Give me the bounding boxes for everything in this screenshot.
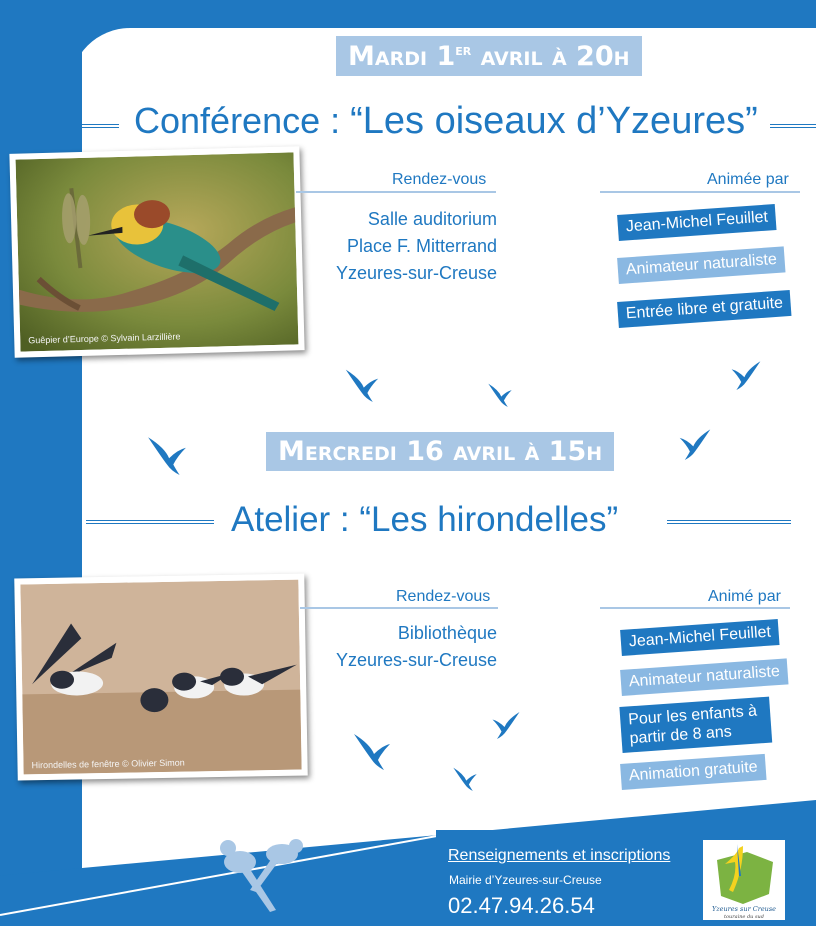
event2-rdv-rule (300, 607, 498, 609)
event2-title (231, 500, 618, 540)
left-blue-strip (0, 0, 82, 926)
info-subtitle: Mairie d’Yzeures-sur-Creuse (449, 873, 602, 887)
house-martin-photo (14, 573, 307, 780)
title2-rule-left (86, 520, 214, 524)
event1-date-main: Mardi 1 (348, 41, 456, 72)
swallow-icon (344, 364, 380, 404)
event1-address (327, 206, 497, 287)
event2-host-label: Animé par (708, 588, 781, 605)
event2-tag-role: Animateur naturaliste (620, 658, 789, 696)
logo-icon (703, 840, 785, 920)
event1-title-quoted: “Les oiseaux d’Yzeures” (350, 100, 758, 142)
logo-text-top: Yzeures sur Creuse (711, 905, 777, 913)
swallow-icon (487, 376, 513, 412)
event2-tag-host: Jean-Michel Feuillet (620, 619, 780, 656)
bee-eater-caption: Guêpier d’Europe © Sylvain Larzillière (28, 331, 181, 346)
title2-rule-right (667, 520, 791, 524)
event2-title-quoted: “Les hirondelles” (359, 500, 619, 539)
event1-host-rule (600, 191, 800, 193)
house-martin-caption: Hirondelles de fenêtre © Olivier Simon (31, 757, 185, 771)
event2-address-line-1: Bibliothèque (397, 623, 497, 643)
event1-address-line-2: Place F. Mitterrand (346, 236, 497, 256)
event1-title (134, 100, 758, 143)
event1-tag-role: Animateur naturaliste (617, 246, 786, 284)
swallow-icon (352, 722, 392, 778)
event1-address-line-1: Salle auditorium (367, 209, 497, 229)
logo-text-bottom: touraine du sud (724, 914, 764, 920)
swallow-icon (491, 707, 521, 741)
swallow-icon (730, 353, 762, 395)
event2-title-prefix: Atelier : (231, 500, 360, 539)
logo-graphic (703, 840, 785, 920)
bee-eater-photo (9, 146, 304, 358)
event1-date-rest: avril à 20h (471, 41, 630, 72)
event1-title-prefix: Conférence : (134, 100, 351, 141)
event1-address-line-3: Yzeures-sur-Creuse (335, 263, 497, 283)
house-martin-image (20, 580, 301, 775)
event1-rdv-label: Rendez-vous (392, 171, 487, 188)
event1-tag-price: Entrée libre et gratuite (617, 290, 792, 328)
info-title: Renseignements et inscriptions (448, 847, 671, 864)
event1-host-label: Animée par (707, 171, 789, 188)
event1-rdv-rule (296, 191, 496, 193)
event2-host-rule (600, 607, 790, 609)
event2-date: Mercredi 16 avril à 15h (266, 432, 614, 471)
swallow-icon (146, 425, 188, 483)
bee-eater-image (16, 152, 299, 351)
event2-address (326, 620, 497, 674)
event2-tag-audience: Pour les enfants à partir de 8 ans (619, 697, 772, 753)
event1-date-sup: er (455, 40, 472, 59)
title1-rule-left (74, 124, 119, 128)
info-phone[interactable]: 02.47.94.26.54 (448, 893, 595, 918)
event2-tag-price: Animation gratuite (620, 754, 766, 790)
event2-rdv-label: Rendez-vous (396, 588, 491, 605)
event2-address-line-2: Yzeures-sur-Creuse (335, 650, 497, 670)
event1-tag-host: Jean-Michel Feuillet (617, 204, 777, 241)
event1-date (336, 36, 642, 76)
title1-rule-right (770, 124, 816, 128)
swallow-icon (678, 421, 712, 465)
